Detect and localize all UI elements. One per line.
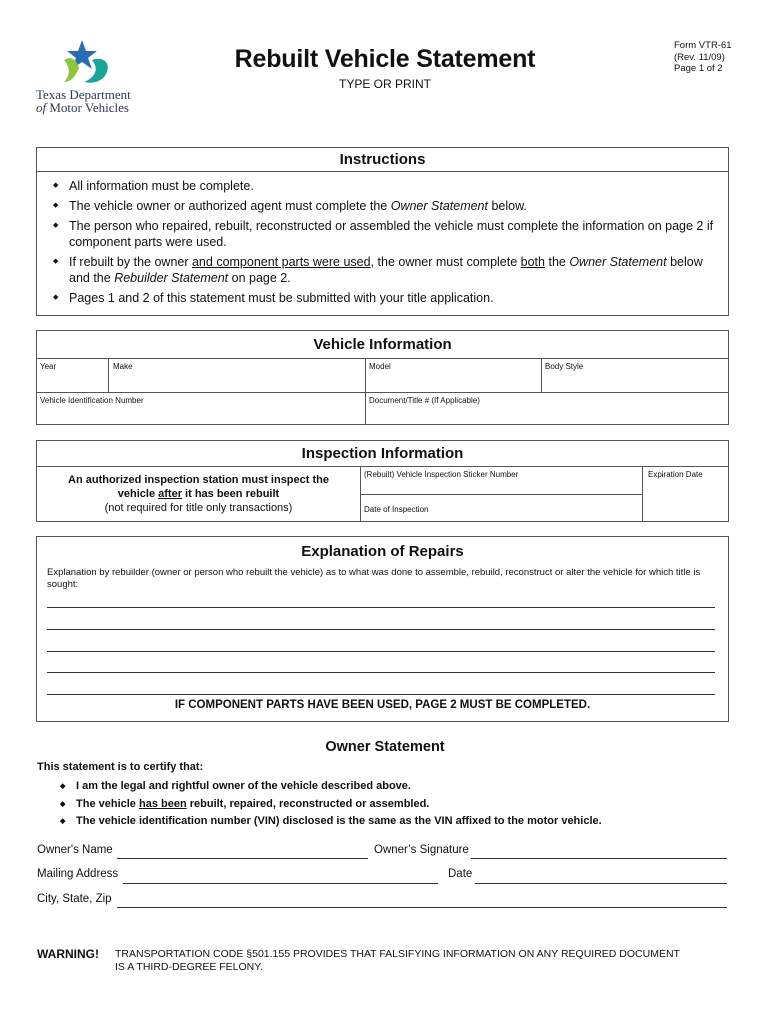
- year-label: Year: [40, 362, 57, 371]
- instruction-item: ◆ All information must be complete.: [51, 178, 718, 194]
- inspection-information-heading: Inspection Information: [37, 441, 728, 467]
- mailing-address-field[interactable]: [123, 883, 438, 884]
- mailing-address-label: Mailing Address: [37, 868, 119, 880]
- vehicle-row-2: [37, 393, 728, 424]
- owner-signature-field[interactable]: [471, 858, 727, 859]
- instructions-list: [37, 172, 728, 306]
- date-label: Date: [448, 868, 473, 880]
- owner-certification-list: [58, 778, 602, 831]
- vin-label: Vehicle Identification Number: [40, 396, 144, 405]
- document-title-label: Document/Title # (If Applicable): [369, 396, 480, 405]
- sticker-number-field[interactable]: [361, 467, 643, 495]
- form-number: Form VTR-61: [674, 40, 732, 51]
- form-subtitle: TYPE OR PRINT: [338, 77, 431, 91]
- vin-field[interactable]: [37, 393, 366, 424]
- city-state-zip-field[interactable]: [117, 907, 727, 908]
- owner-name-field[interactable]: [117, 858, 368, 859]
- vehicle-row-1: [37, 359, 728, 393]
- inspection-note: An authorized inspection station must inspect the vehicle after it has been rebuilt (not required for title only transactions): [37, 467, 361, 521]
- body-style-field[interactable]: [542, 359, 728, 392]
- repairs-line[interactable]: [47, 694, 715, 695]
- year-field[interactable]: [37, 359, 109, 392]
- warning-text: TRANSPORTATION CODE §501.155 PROVIDES THAT FALSIFYING INFORMATION ON ANY REQUIRED DOCUMENT IS A THIRD-DEGREE FELONY.: [115, 948, 680, 973]
- vehicle-information-heading: Vehicle Information: [37, 331, 728, 359]
- sticker-number-label: (Rebuilt) Vehicle Inspection Sticker Number: [364, 470, 519, 479]
- instructions-heading: Instructions: [37, 148, 728, 172]
- form-title: Rebuilt Vehicle Statement: [234, 45, 536, 73]
- model-label: Model: [369, 362, 391, 371]
- owner-name-label: Owner's Name: [37, 844, 113, 856]
- form-identifier: [674, 40, 732, 75]
- document-title-field[interactable]: [366, 393, 728, 424]
- repairs-line[interactable]: [47, 672, 715, 673]
- certification-item: ◆ The vehicle has been rebuilt, repaired, reconstructed or assembled.: [58, 796, 602, 814]
- instruction-item: ◆ Pages 1 and 2 of this statement must be submitted with your title application.: [51, 290, 718, 306]
- make-label: Make: [113, 362, 133, 371]
- certification-item: ◆ The vehicle identification number (VIN) disclosed is the same as the VIN affixed to the motor vehicle.: [58, 813, 602, 831]
- repairs-heading: Explanation of Repairs: [301, 543, 464, 560]
- page-number: Page 1 of 2: [674, 63, 723, 74]
- repairs-instructions: Explanation by rebuilder (owner or person who rebuilt the vehicle) as to what was done to assemble, rebuild, reconstruct or alter the vehicle for which title is sought:: [47, 567, 701, 590]
- inspection-date-label: Date of Inspection: [364, 505, 429, 514]
- owner-signature-label: Owner’s Signature: [374, 844, 469, 856]
- vehicle-information-section: [36, 330, 729, 425]
- body-style-label: Body Style: [545, 362, 584, 371]
- repairs-line[interactable]: [47, 607, 715, 608]
- instructions-section: [36, 147, 729, 316]
- make-field[interactable]: [109, 359, 366, 392]
- instruction-item: ◆ The vehicle owner or authorized agent must complete the Owner Statement below.: [51, 198, 718, 214]
- repairs-footer-note: IF COMPONENT PARTS HAVE BEEN USED, PAGE 2 MUST BE COMPLETED.: [174, 699, 591, 711]
- expiration-date-field[interactable]: [643, 467, 728, 521]
- inspection-date-field[interactable]: [361, 495, 643, 521]
- instruction-item: ◆ The person who repaired, rebuilt, reconstructed or assembled the vehicle must complete the information on page 2 if component parts were used.: [51, 218, 718, 250]
- inspection-information-section: [36, 440, 729, 522]
- instruction-item: ◆ If rebuilt by the owner and component parts were used, the owner must complete both the Owner Statement below and the Rebuilder Statement on page 2.: [51, 254, 718, 286]
- expiration-date-label: Expiration Date: [648, 470, 703, 479]
- owner-statement-heading: Owner Statement: [325, 739, 445, 755]
- model-field[interactable]: [366, 359, 542, 392]
- owner-statement-intro: This statement is to certify that:: [37, 761, 204, 773]
- agency-name-line1: Texas Department: [36, 87, 131, 102]
- certification-item: ◆ I am the legal and rightful owner of the vehicle described above.: [58, 778, 602, 796]
- repairs-line[interactable]: [47, 629, 715, 630]
- repairs-section: [36, 536, 729, 722]
- repairs-line[interactable]: [47, 651, 715, 652]
- date-field[interactable]: [475, 883, 727, 884]
- warning-label: WARNING!: [37, 947, 99, 961]
- city-state-zip-label: City, State, Zip: [37, 893, 112, 905]
- agency-name-line2: of Motor Vehicles: [36, 100, 129, 115]
- form-revision: (Rev. 11/09): [674, 51, 725, 63]
